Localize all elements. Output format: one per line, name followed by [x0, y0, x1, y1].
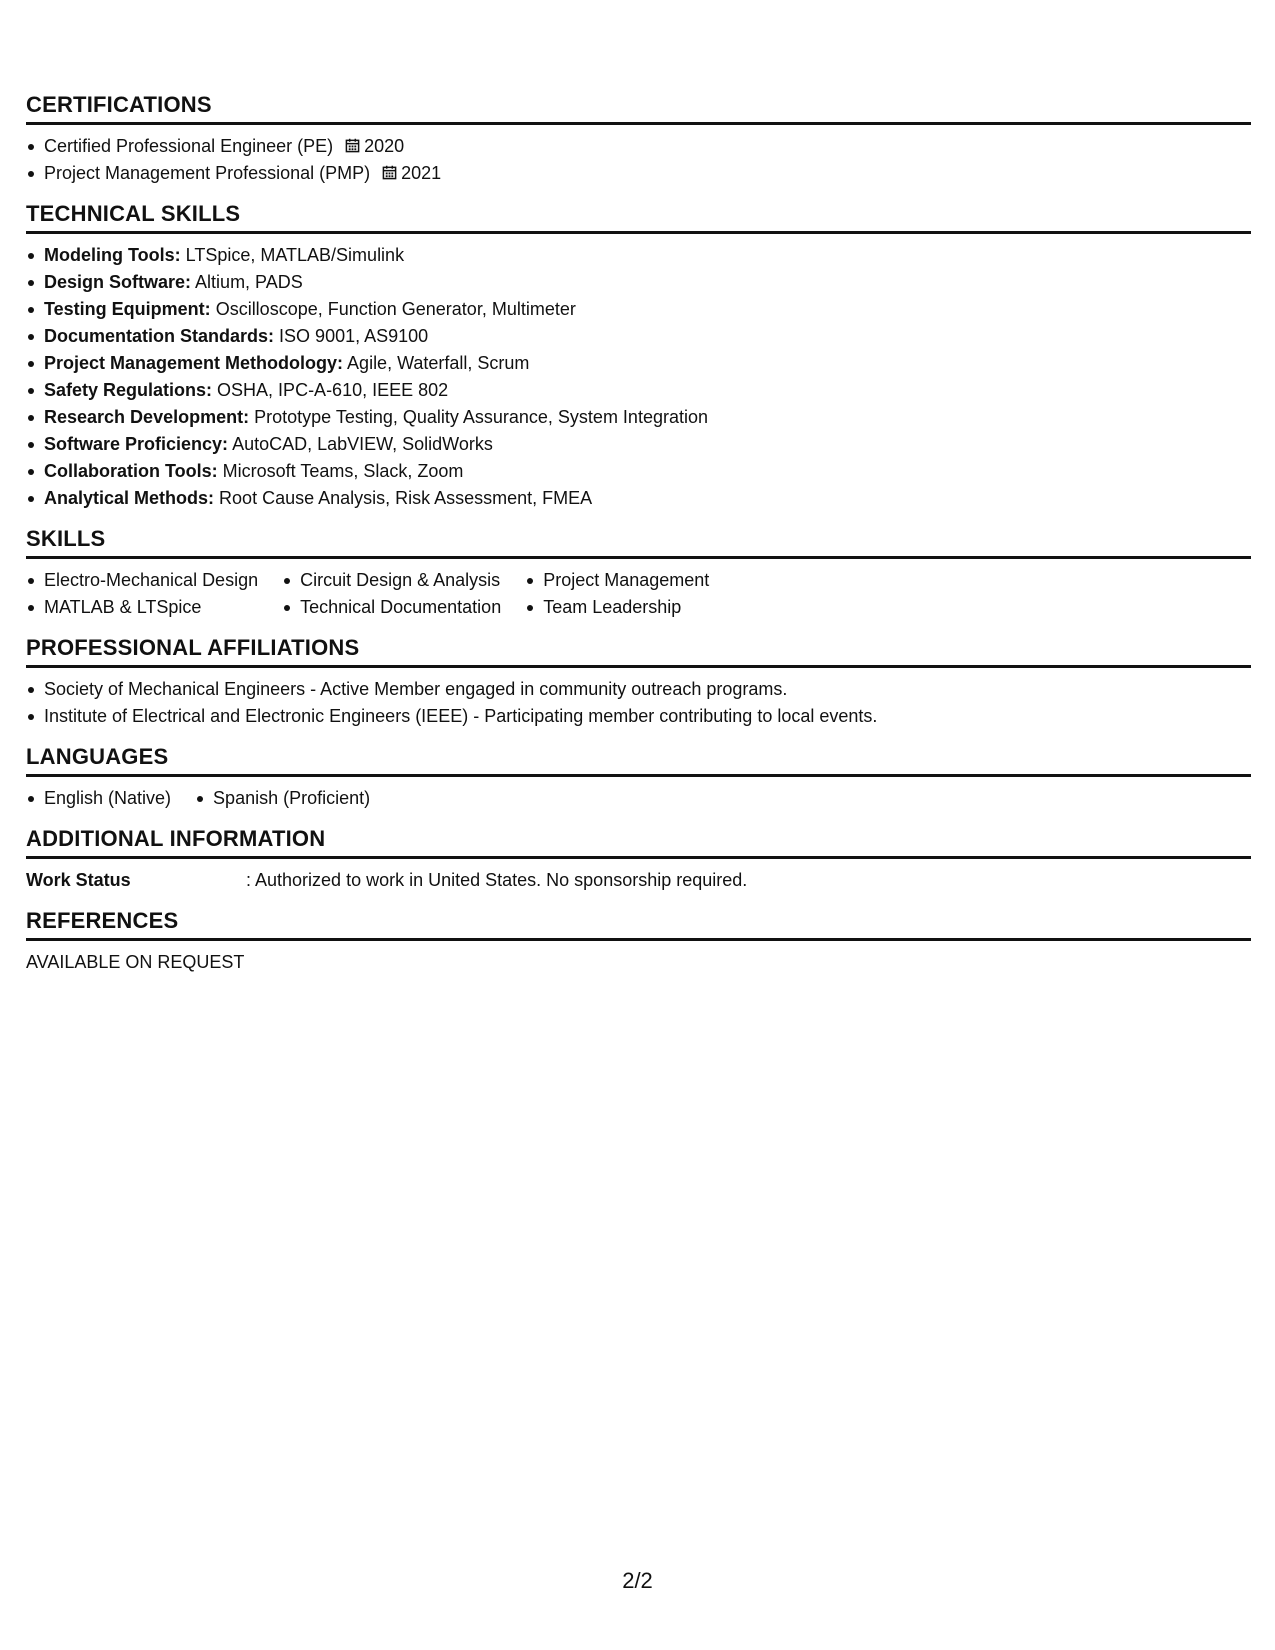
- certifications-section: [26, 92, 1251, 187]
- references-section: [26, 908, 1251, 976]
- certification-name: Project Management Professional (PMP): [44, 163, 371, 183]
- certification-name: Certified Professional Engineer (PE): [44, 136, 334, 156]
- info-row: [26, 867, 1251, 894]
- technical-skills-list: [26, 242, 1251, 512]
- list-item: Project Management: [525, 567, 709, 594]
- skill-values: AutoCAD, LabVIEW, SolidWorks: [232, 434, 493, 454]
- list-item: Team Leadership: [525, 594, 709, 621]
- skill-values: ISO 9001, AS9100: [279, 326, 429, 346]
- skills-column: [26, 567, 258, 621]
- skill-values: Oscilloscope, Function Generator, Multimeter: [215, 299, 576, 319]
- skill-category: Safety Regulations:: [44, 380, 213, 400]
- list-item: Spanish (Proficient): [195, 785, 370, 812]
- list-item: Electro-Mechanical Design: [26, 567, 258, 594]
- list-item: [26, 160, 1251, 187]
- section-title-certifications: CERTIFICATIONS: [26, 92, 1251, 125]
- skill-category: Design Software:: [44, 272, 192, 292]
- section-title-affiliations: PROFESSIONAL AFFILIATIONS: [26, 635, 1251, 668]
- calendar-icon: [345, 138, 360, 153]
- list-item: [26, 377, 1251, 404]
- certifications-list: [26, 133, 1251, 187]
- skill-values: Microsoft Teams, Slack, Zoom: [222, 461, 464, 481]
- languages-section: [26, 744, 1251, 812]
- skills-section: [26, 526, 1251, 621]
- list-item: English (Native): [26, 785, 171, 812]
- certification-year: 2020: [364, 136, 405, 156]
- list-item: Technical Documentation: [282, 594, 501, 621]
- list-item: Circuit Design & Analysis: [282, 567, 501, 594]
- certification-year: 2021: [401, 163, 442, 183]
- section-title-languages: LANGUAGES: [26, 744, 1251, 777]
- skill-category: Documentation Standards:: [44, 326, 275, 346]
- list-item: [26, 269, 1251, 296]
- list-item: [26, 323, 1251, 350]
- skill-category: Analytical Methods:: [44, 488, 215, 508]
- page-number: 2/2: [622, 1568, 653, 1593]
- list-item: MATLAB & LTSpice: [26, 594, 258, 621]
- additional-info-section: [26, 826, 1251, 894]
- info-value: : Authorized to work in United States. No sponsorship required.: [246, 870, 748, 890]
- resume-page: [26, 92, 1251, 990]
- skill-values: OSHA, IPC-A-610, IEEE 802: [217, 380, 449, 400]
- skills-column: [525, 567, 709, 621]
- list-item: [26, 350, 1251, 377]
- section-title-skills: SKILLS: [26, 526, 1251, 559]
- skill-category: Modeling Tools:: [44, 245, 181, 265]
- skills-grid: [26, 567, 1251, 621]
- skill-category: Research Development:: [44, 407, 250, 427]
- skill-values: Root Cause Analysis, Risk Assessment, FMEA: [219, 488, 593, 508]
- calendar-icon: [382, 165, 397, 180]
- list-item: [26, 242, 1251, 269]
- list-item: Society of Mechanical Engineers - Active Member engaged in community outreach programs.: [26, 676, 1251, 703]
- section-title-references: REFERENCES: [26, 908, 1251, 941]
- list-item: [26, 296, 1251, 323]
- skill-values: Altium, PADS: [195, 272, 303, 292]
- references-text: AVAILABLE ON REQUEST: [26, 952, 245, 972]
- list-item: Institute of Electrical and Electronic Engineers (IEEE) - Participating member contributing to local events.: [26, 703, 1251, 730]
- section-title-technical-skills: TECHNICAL SKILLS: [26, 201, 1251, 234]
- list-item: [26, 458, 1251, 485]
- skill-category: Collaboration Tools:: [44, 461, 218, 481]
- skill-category: Testing Equipment:: [44, 299, 211, 319]
- list-item: [26, 404, 1251, 431]
- affiliations-list: [26, 676, 1251, 730]
- list-item: [26, 431, 1251, 458]
- skill-values: Prototype Testing, Quality Assurance, System Integration: [254, 407, 708, 427]
- skills-column: [282, 567, 501, 621]
- list-item: [26, 485, 1251, 512]
- info-key: Work Status: [26, 870, 131, 890]
- skill-category: Project Management Methodology:: [44, 353, 344, 373]
- section-title-additional-info: ADDITIONAL INFORMATION: [26, 826, 1251, 859]
- technical-skills-section: [26, 201, 1251, 512]
- skill-values: Agile, Waterfall, Scrum: [347, 353, 530, 373]
- skill-values: LTSpice, MATLAB/Simulink: [185, 245, 405, 265]
- list-item: [26, 133, 1251, 160]
- skill-category: Software Proficiency:: [44, 434, 229, 454]
- languages-list: [26, 785, 1251, 812]
- affiliations-section: [26, 635, 1251, 730]
